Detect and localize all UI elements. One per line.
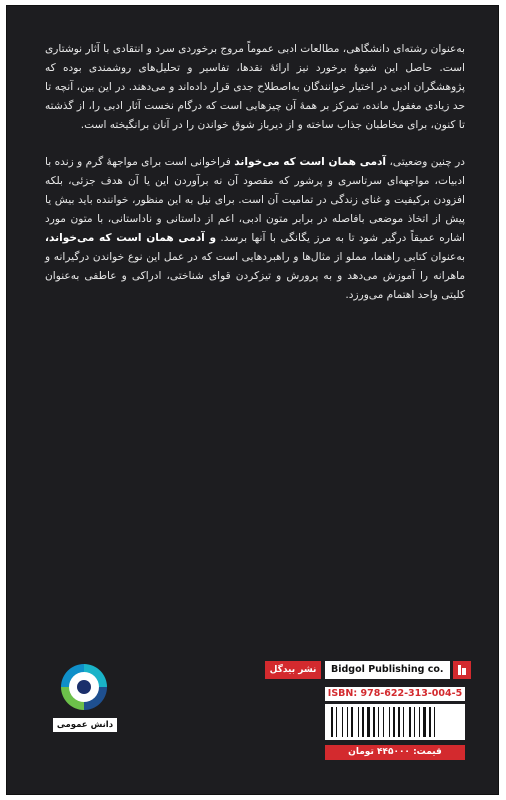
series-label: دانش عمومی xyxy=(53,718,117,732)
blurb-p2-part-3: به‌عنوان کتابی راهنما، مملو از مثال‌ها و راهبردهایی است که در عمل این نوع خواندن درگیرانه و ماهرانه را آموزش می‌دهد و به پرورش و تیزکردن قوای شناختی، ادراکی و عاطفی به‌عنوان کلیتی واحد اهتمام می‌ورزد. xyxy=(45,251,465,301)
publisher-name-persian: نشر بیدگل xyxy=(265,661,321,679)
publisher-row xyxy=(325,661,471,679)
isbn-label: ISBN: 978-622-313-004-5 xyxy=(325,687,465,701)
back-cover xyxy=(7,6,498,794)
bidgol-logo-icon xyxy=(453,661,471,679)
eye-circle-logo-icon xyxy=(61,664,107,710)
blurb-paragraph-1: به‌عنوان رشته‌ای دانشگاهی، مطالعات ادبی عموماً مروج برخوردی سرد و انتقادی با آثار نوشتاری است. حاصل این شیوهٔ برخورد نیز ارائهٔ نقدها، تفاسیر و تحلیل‌های روشمندی بوده که پژوهشگران ادبی در اختیار خوانندگان به‌اصطلاح جدی قرار داده‌اند و می‌دهند. در این بین، آنچه تا حد زیادی مغفول مانده، تمرکز بر همهٔ آن چیزهایی است که درگام نخست آثار ادبی را، از گذشته تا کنون، برای مخاطبان جذاب ساخته و از دیرباز شوق خواندن را در آنان برانگیخته است. xyxy=(45,43,465,131)
blurb-text xyxy=(45,40,465,305)
blurb-paragraph-2 xyxy=(45,153,465,305)
price-label: قیمت: ۴۴۵۰۰۰ تومان xyxy=(325,745,465,760)
barcode xyxy=(325,704,465,740)
blurb-p2-part-1: در چنین وضعیتی، xyxy=(386,156,466,168)
book-title-emphasis-1: آدمی همان است که می‌خواند xyxy=(234,156,387,168)
barcode-bars xyxy=(331,707,459,737)
publisher-name-english: Bidgol Publishing co. xyxy=(325,661,450,679)
book-title-emphasis-2: و آدمی همان است که می‌خواند، xyxy=(45,232,217,244)
blurb-p2-part-2: فراخوانی است برای مواجههٔ گرم و زنده با ادبیات، مواجهه‌ای سرتاسری و پرشور که مقصود آن نه برآوردن این یا آن هدف جزئی، بلکه افزودن برکیفیت و غنای زندگی در تمامیت آن است. برای نیل به این منظور، خواننده باید بیش یا پیش از اتخاذ موضعی بافاصله در برابر متون ادبی، اعم از داستانی و ناداستانی، با متون مورد اشاره عمیقاً درگیر شود تا به مرز یگانگی با آنها برسد. xyxy=(45,156,465,244)
